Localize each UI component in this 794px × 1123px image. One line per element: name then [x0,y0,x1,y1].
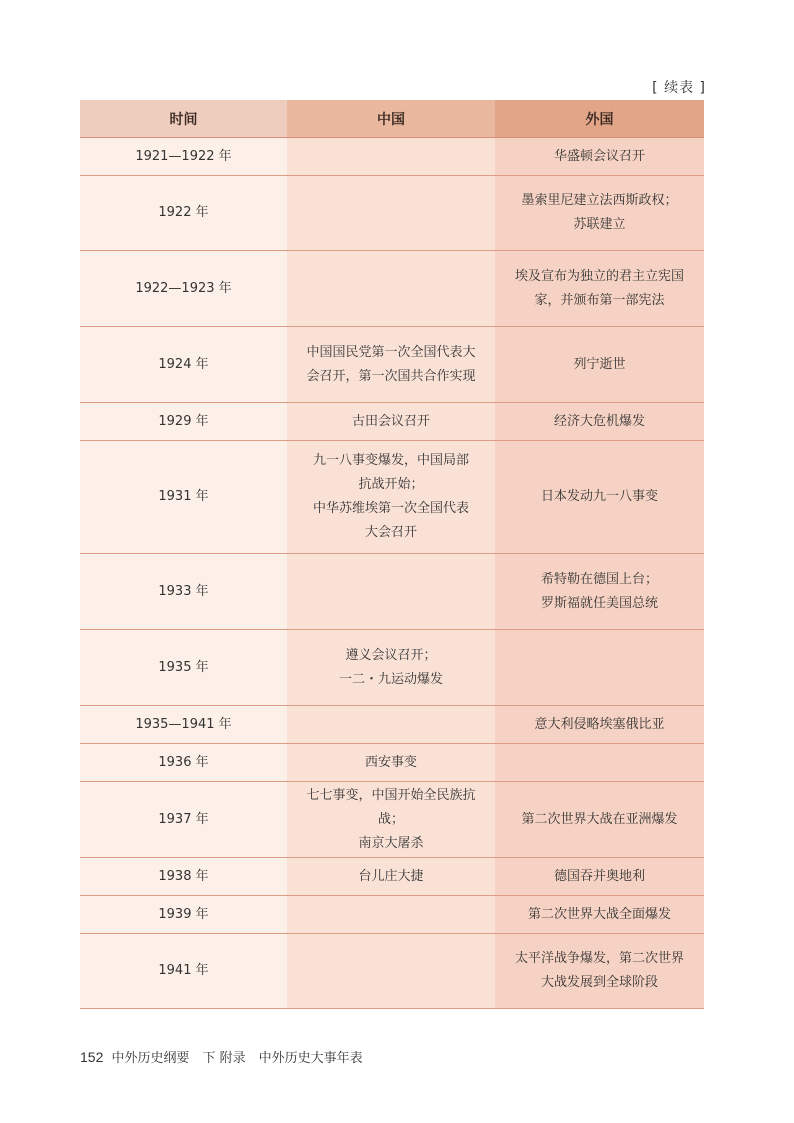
cell-time: 1924 年 [80,327,287,403]
table-row [80,858,704,896]
table-row [80,934,704,1009]
cell-china [287,782,495,858]
header-time: 时间 [80,100,287,138]
cell-foreign-line: 第二次世界大战全面爆发 [527,906,671,922]
cell-china-line: 中国国民党第一次全国代表大 [306,344,476,360]
cell-foreign-line: 经济大危机爆发 [553,413,645,429]
cell-china [287,934,495,1009]
cell-time: 1935—1941 年 [80,706,287,744]
cell-china-line: 西安事变 [364,754,417,770]
cell-foreign [495,176,704,251]
cell-foreign-line: 华盛顿会议召开 [553,148,645,164]
cell-foreign [495,554,704,630]
table-body [80,138,704,1009]
table-row [80,630,704,706]
cell-foreign-line: 列宁逝世 [573,356,626,372]
cell-china [287,403,495,441]
header-foreign: 外国 [495,100,704,138]
cell-foreign-line: 墨索里尼建立法西斯政权； [521,193,678,208]
table-row [80,744,704,782]
table-row [80,327,704,403]
table-row [80,251,704,327]
cell-foreign [495,441,704,554]
cell-foreign [495,934,704,1009]
footer-text: 中外历史纲要 下 附录 中外历史大事年表 [111,1051,363,1066]
cell-foreign-line: 罗斯福就任美国总统 [540,595,658,611]
cell-foreign-line: 意大利侵略埃塞俄比亚 [534,716,665,732]
cell-foreign [495,403,704,441]
cell-time: 1939 年 [80,896,287,934]
cell-china-line: 会召开，第一次国共合作实现 [306,368,476,384]
cell-foreign-line: 家，并颁布第一部宪法 [534,292,665,308]
cell-time: 1922—1923 年 [80,251,287,327]
cell-time: 1931 年 [80,441,287,554]
header-china: 中国 [287,100,495,138]
cell-china [287,896,495,934]
cell-china-line: 台儿庄大捷 [358,868,424,884]
cell-foreign [495,327,704,403]
table-row [80,706,704,744]
table-row [80,896,704,934]
cell-china-line: 古田会议召开 [351,413,430,429]
cell-time: 1922 年 [80,176,287,251]
cell-time: 1929 年 [80,403,287,441]
cell-china-line: 抗战开始； [358,477,424,492]
cell-foreign [495,782,704,858]
table-row [80,554,704,630]
cell-china [287,744,495,782]
cell-foreign-line: 第二次世界大战在亚洲爆发 [521,811,678,827]
table-header-row [80,100,704,138]
cell-foreign-line: 希特勒在德国上台； [540,571,658,587]
cell-china-line: 南京大屠杀 [358,835,424,851]
cell-china-line: 九一八事变爆发，中国局部 [312,453,469,468]
page-footer [80,1047,363,1066]
cell-time: 1941 年 [80,934,287,1009]
cell-foreign-line: 大战发展到全球阶段 [540,975,658,990]
cell-china-line: 遵义会议召开； [345,647,437,663]
cell-time: 1937 年 [80,782,287,858]
cell-china [287,630,495,706]
cell-china [287,441,495,554]
cell-china [287,554,495,630]
cell-china [287,251,495,327]
cell-china-line: 七七事变，中国开始全民族抗战； [306,787,476,827]
cell-china [287,858,495,896]
table-row [80,403,704,441]
chronology-table [80,100,704,1009]
cell-foreign [495,896,704,934]
cell-time: 1935 年 [80,630,287,706]
cell-foreign-line: 埃及宣布为独立的君主立宪国 [514,268,684,284]
cell-foreign-line: 太平洋战争爆发，第二次世界 [514,951,684,966]
cell-time: 1933 年 [80,554,287,630]
cell-foreign-line: 日本发动九一八事变 [540,489,658,504]
cell-foreign [495,858,704,896]
cell-foreign [495,744,704,782]
cell-china [287,706,495,744]
cell-china-line: 中华苏维埃第一次全国代表 [312,501,469,516]
cell-china [287,138,495,176]
cell-time: 1921—1922 年 [80,138,287,176]
continuation-label: [ 续表 ] [652,80,706,96]
cell-foreign [495,706,704,744]
cell-time: 1936 年 [80,744,287,782]
cell-china-line: 大会召开 [364,525,417,540]
table-row [80,176,704,251]
cell-foreign-line: 苏联建立 [573,217,626,232]
cell-china [287,327,495,403]
cell-foreign [495,138,704,176]
cell-foreign [495,251,704,327]
table-row [80,138,704,176]
page-number: 152 [80,1049,104,1065]
table-row [80,441,704,554]
cell-foreign [495,630,704,706]
cell-china [287,176,495,251]
cell-time: 1938 年 [80,858,287,896]
cell-foreign-line: 德国吞并奥地利 [553,868,645,884]
table-row [80,782,704,858]
cell-china-line: 一二・九运动爆发 [338,671,443,687]
